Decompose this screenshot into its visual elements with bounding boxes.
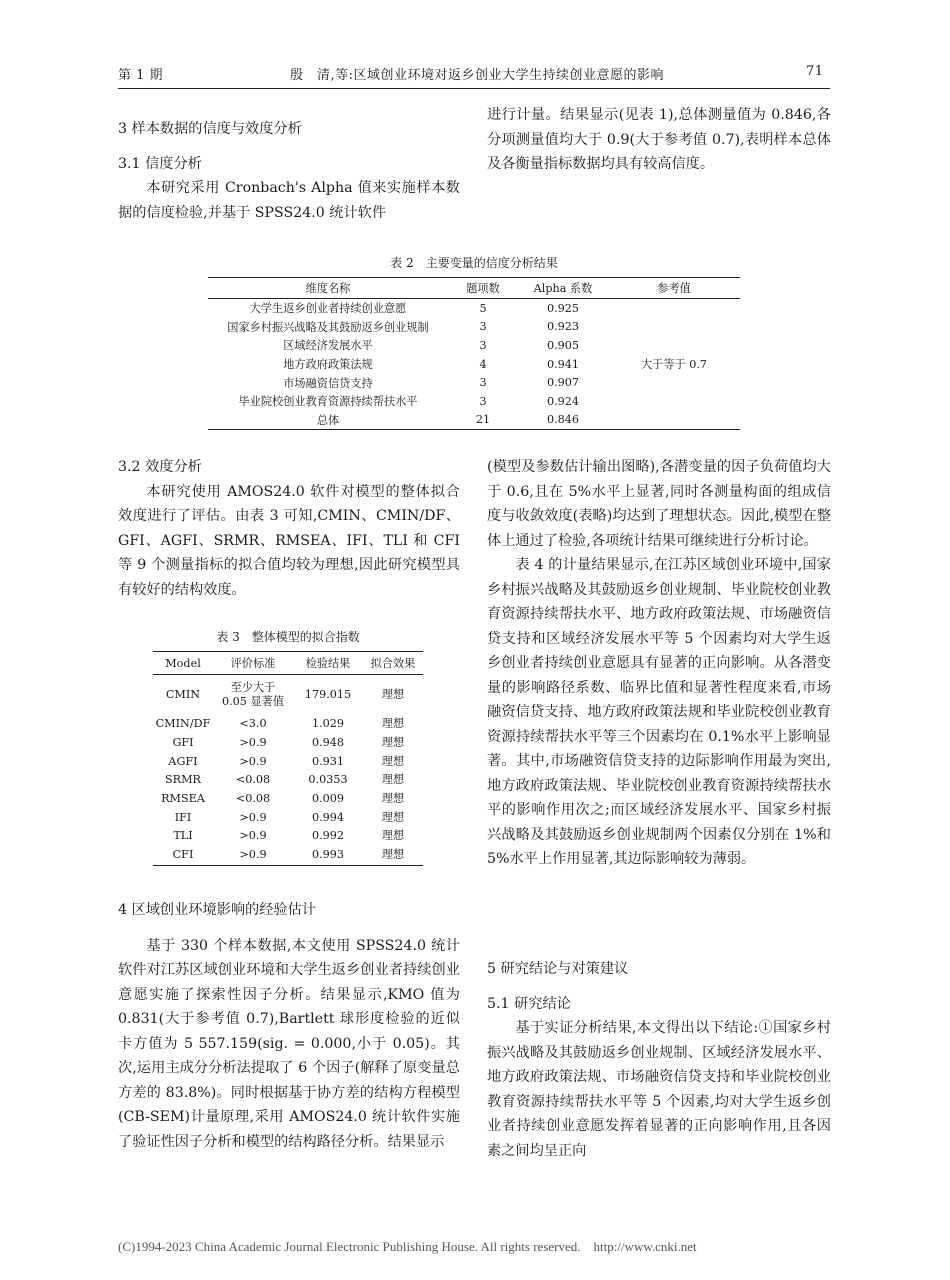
table3-cell: 理想 (381, 736, 405, 750)
table2-cell: 毕业院校创业教育资源持续帮扶水平 (238, 395, 418, 409)
table-row (153, 675, 423, 716)
table3-cell: 0.931 (311, 754, 345, 768)
table3-cell: 理想 (381, 754, 405, 768)
table3-cell: AGFI (168, 754, 198, 768)
table3-cell: >0.9 (239, 829, 267, 843)
para-empirical: 基于 330 个样本数据,本文使用 SPSS24.0 统计软件对江苏区域创业环境和大学生返乡创业者持续创业意愿实施了探索性因子分析。结果显示,KMO 值为 0.831(大于参考值 0.7),Bartlett 球形度检验的近似卡方值为 5 557.159(sig. = 0.000,小于 0.05)。其次,运用主成分分析法提取了 6 个因子(解释了原变量总方差的 83.8%)。同时根据基于协方差的结构方程模型(CB-SEM)计量原理,采用 AMOS24.0 统计软件实施了验证性因子分析和模型的结构路径分析。结果显示 (118, 937, 460, 1150)
table2-caption: 表 2 主要变量的信度分析结果 (390, 256, 558, 270)
table3-header: 检验结果 (293, 652, 363, 675)
table2-cell: 0.925 (546, 301, 580, 315)
table3-cell: TLI (173, 829, 193, 843)
table2-cell: 5 (479, 301, 487, 315)
table3-cell: >0.9 (239, 736, 267, 750)
table2-cell: 0.924 (546, 394, 580, 408)
table-row (153, 790, 423, 809)
section3-title: 3 样本数据的信度与效度分析 (118, 121, 302, 137)
table3-cell: 理想 (381, 829, 405, 843)
table2-cell: 3 (479, 376, 487, 390)
table2-cell: 0.846 (546, 413, 580, 427)
table2-cell: 3 (479, 394, 487, 408)
table3-cell: RMSEA (161, 792, 205, 806)
right-mid-block (487, 455, 831, 872)
table3-cell: <0.08 (235, 773, 271, 787)
section5-title: 5 研究结论与对策建议 (487, 961, 629, 977)
table3-cell: >0.9 (239, 754, 267, 768)
table-row (153, 827, 423, 846)
right-bottom-block (487, 957, 831, 1163)
table3-cell: >0.9 (239, 848, 267, 862)
table-row (153, 846, 423, 865)
table3-cell: 0.948 (311, 736, 345, 750)
left-top-block (118, 117, 460, 225)
table2-cell: 总体 (316, 413, 340, 427)
table2-cell: 0.907 (546, 376, 580, 390)
table2-cell: 国家乡村振兴战略及其鼓励返乡创业规制 (227, 320, 429, 334)
table-row (153, 752, 423, 771)
table3-header: 评价标准 (213, 652, 293, 675)
sub51-title: 5.1 研究结论 (487, 995, 571, 1012)
table3-cell: 0.993 (311, 848, 345, 862)
table2-cell: 0.905 (546, 338, 580, 352)
table2-cell: 0.941 (546, 357, 580, 371)
table3-cell: <3.0 (239, 717, 267, 731)
table-row (153, 771, 423, 790)
table-row (153, 734, 423, 753)
table2-header: 维度名称 (208, 278, 448, 299)
table3-cell: 至少大于 0.05 显著值 (221, 681, 285, 708)
table3-header: 拟合效果 (363, 652, 423, 675)
table2-cell: 3 (479, 338, 487, 352)
table3-cell: 理想 (381, 688, 405, 701)
table2-header: 题项数 (448, 278, 518, 299)
table2-cell: 地方政府政策法规 (283, 358, 373, 372)
section4-title: 4 区域创业环境影响的经验估计 (118, 902, 316, 918)
para-conclusions: 基于实证分析结果,本文得出以下结论:①国家乡村振兴战略及其鼓励返乡创业规制、区域经济发展水平、地方政府政策法规、市场融资信贷支持和毕业院校创业教育资源持续帮扶水平等 5 个因素,均对大学生返乡创业者持续创业意愿发挥着显著的正向影响作用,且各因素之间均呈正向 (487, 1020, 831, 1159)
table3 (153, 651, 423, 866)
table3-cell: CMIN/DF (155, 717, 211, 731)
table3-cell: 理想 (381, 773, 405, 787)
table-row (153, 808, 423, 827)
table3-cell: 理想 (381, 848, 405, 862)
table-row (208, 299, 740, 318)
table2-cell: 3 (479, 320, 487, 334)
table2-cell: 区域经济发展水平 (283, 339, 373, 353)
table2-cell: 大学生返乡创业者持续创业意愿 (249, 302, 407, 316)
para-reliability: 本研究采用 Cronbach's Alpha 值来实施样本数据的信度检验,并基于 SPSS24.0 统计软件 (118, 180, 460, 221)
issue-label: 第 1 期 (118, 68, 164, 83)
para-validity: 本研究使用 AMOS24.0 软件对模型的整体拟合效度进行了评估。由表 3 可知,CMIN、CMIN/DF、GFI、AGFI、SRMR、RMSEA、IFI、TLI 和 CFI 等 9 个测量指标的拟合值均较为理想,因此研究模型具有较好的结构效度。 (118, 483, 460, 598)
table3-cell: 1.029 (311, 717, 345, 731)
para-empirical-cont: (模型及参数估计输出图略),各潜变量的因子负荷值均大于 0.6,且在 5%水平上显著,同时各测量构面的组成信度与收敛效度(表略)均达到了理想状态。因此,模型在整体上通过了检验,各项统计结果可继续进行分析讨论。 (487, 459, 831, 549)
table3-cell: 0.009 (311, 792, 345, 806)
table3-cell: SRMR (165, 773, 201, 787)
sub31-title: 3.1 信度分析 (118, 155, 202, 172)
para-table4-results: 表 4 的计量结果显示,在江苏区域创业环境中,国家乡村振兴战略及其鼓励返乡创业规制、毕业院校创业教育资源持续帮扶水平、地方政府政策法规、市场融资信贷支持和区域经济发展水平等 5 个因素均对大学生返乡创业者持续创业意愿具有显著的正向影响。从各潜变量的影响路径系数、临界比值和显著性程度来看,市场融资信贷支持、地方政府政策法规和毕业院校创业教育资源持续帮扶水平等三个因素均在 0.1%水平上影响显著。其中,市场融资信贷支持的边际影响作用最为突出,地方政府政策法规、毕业院校创业教育资源持续帮扶水平的影响作用次之;而区域经济发展水平、国家乡村振兴战略及其鼓励返乡创业规制两个因素仅分别在 1%和 5%水平上作用显著,其边际影响较为薄弱。 (487, 557, 831, 867)
table3-cell: GFI (172, 736, 194, 750)
table2-cell: 4 (479, 357, 487, 371)
table2-reference-value: 大于等于 0.7 (640, 358, 708, 372)
para-reliability-cont: 进行计量。结果显示(见表 1),总体测量值为 0.846,各分项测量值均大于 0.9(大于参考值 0.7),表明样本总体及各衡量指标数据均具有较高信度。 (487, 107, 831, 172)
table3-cell: 0.0353 (308, 773, 348, 787)
table2-header: Alpha 系数 (518, 278, 608, 299)
left-bottom-block (118, 898, 460, 1154)
table3-cell: 理想 (381, 810, 405, 824)
table3-cell: 179.015 (304, 688, 352, 701)
table2-header-row (208, 278, 740, 299)
table2-header: 参考值 (608, 278, 740, 299)
page-number: 71 (806, 64, 824, 79)
running-title: 殷 清,等:区域创业环境对返乡创业大学生持续创业意愿的影响 (290, 68, 665, 83)
sub32-title: 3.2 效度分析 (118, 459, 202, 475)
right-top-block (487, 103, 831, 177)
table3-cell: IFI (174, 810, 192, 824)
left-mid-block (118, 455, 460, 602)
header-rule (118, 88, 830, 89)
table3-cell: 0.992 (311, 829, 345, 843)
table2-cell: 0.923 (546, 320, 580, 334)
copyright-footer: (C)1994-2023 China Academic Journal Electronic Publishing House. All rights reserved. http://www.cnki.net (118, 1239, 697, 1254)
table3-cell: <0.08 (235, 792, 271, 806)
table3-caption: 表 3 整体模型的拟合指数 (216, 630, 360, 644)
table3-header: Model (153, 652, 213, 675)
table3-cell: 0.994 (311, 810, 345, 824)
table2-cell: 21 (475, 413, 491, 427)
table3-cell: 理想 (381, 717, 405, 731)
table3-header-row (153, 652, 423, 675)
table2 (208, 277, 740, 430)
table3-cell: >0.9 (239, 810, 267, 824)
table3-cell: CMIN (165, 688, 201, 701)
table3-cell: CFI (172, 848, 194, 862)
table2-cell: 市场融资信贷支持 (283, 376, 373, 390)
table-row (153, 715, 423, 734)
table3-cell: 理想 (381, 792, 405, 806)
